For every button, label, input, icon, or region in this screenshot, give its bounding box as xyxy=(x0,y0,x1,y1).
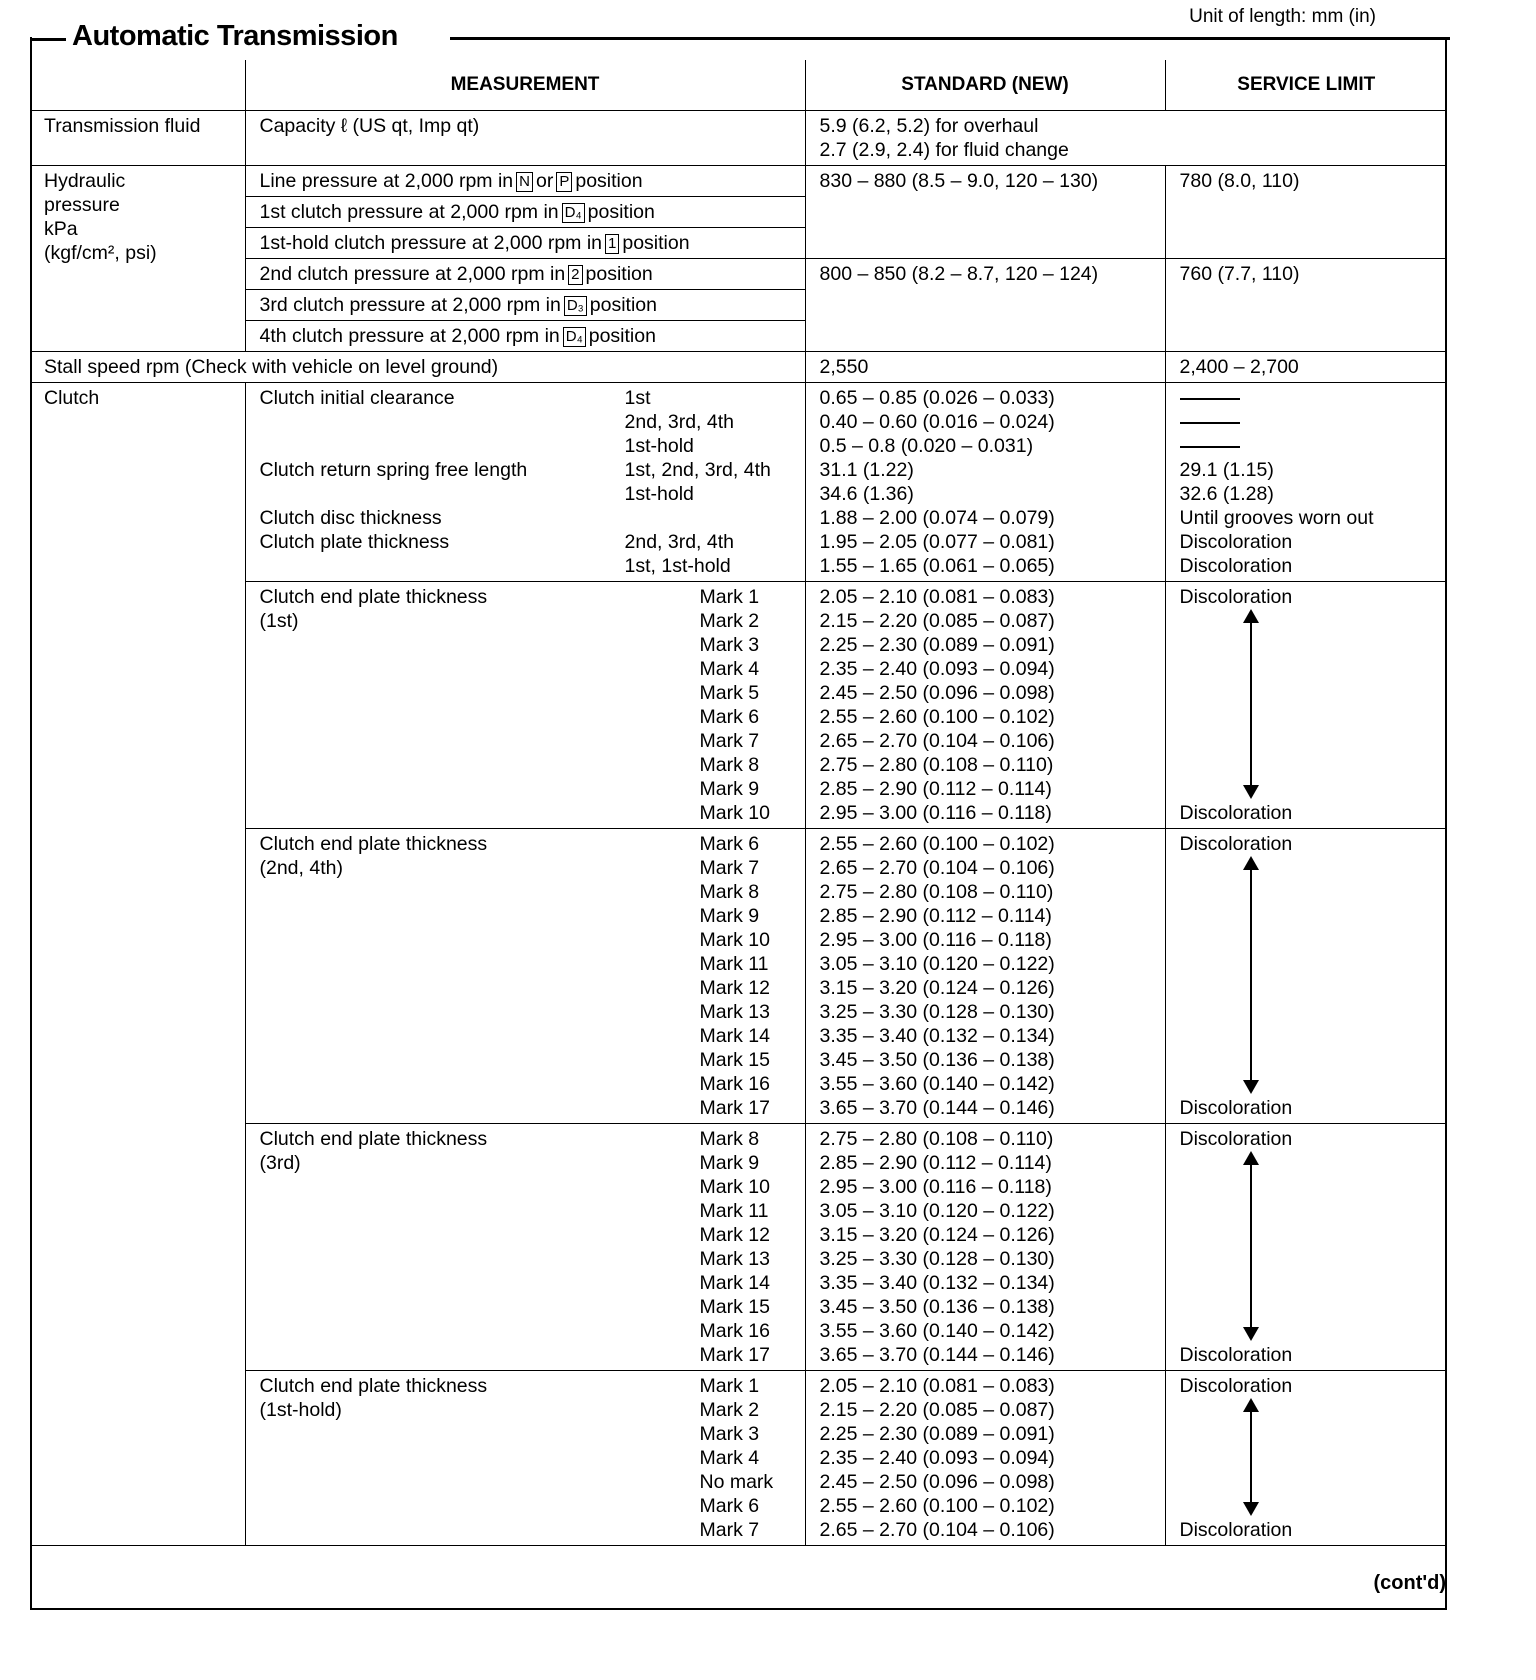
discoloration-range xyxy=(1180,1127,1434,1367)
standard-value: 3.05 – 3.10 (0.120 – 0.122) xyxy=(819,1200,1055,1222)
measurement-prefix: 1st-hold clutch pressure at 2,000 rpm in xyxy=(259,232,603,254)
measurement-text xyxy=(245,259,805,290)
standard-cell xyxy=(805,383,1165,582)
standard-value: 3.65 – 3.70 (0.144 – 0.146) xyxy=(819,1344,1055,1366)
service-limit-value: 2,400 – 2,700 xyxy=(1165,352,1447,383)
standard-cell xyxy=(805,111,1447,166)
standard-value-list xyxy=(820,1374,1151,1542)
measurement-name xyxy=(260,434,625,458)
standard-cell xyxy=(805,582,1165,829)
header-measurement: MEASUREMENT xyxy=(245,60,805,111)
end-plate-title xyxy=(260,585,700,825)
mark-label: Mark 14 xyxy=(699,1025,770,1047)
mark-label: Mark 10 xyxy=(699,929,770,951)
measurement-grid xyxy=(260,1374,791,1542)
end-plate-title xyxy=(260,1127,700,1367)
discoloration-range xyxy=(1180,832,1434,1120)
service-limit-value: Discoloration xyxy=(1179,802,1293,824)
section-title: Automatic Transmission xyxy=(72,20,406,53)
measurement-sub: 1st, 1st-hold xyxy=(624,555,731,577)
mark-label: Mark 2 xyxy=(699,610,760,632)
mark-label: Mark 17 xyxy=(699,1344,770,1366)
measurement-prefix: 3rd clutch pressure at 2,000 rpm in xyxy=(259,294,561,316)
standard-value-list xyxy=(820,114,1448,162)
measurement-prefix: 2nd clutch pressure at 2,000 rpm in xyxy=(259,263,566,285)
service-limit-cell xyxy=(1165,1124,1447,1371)
mark-label: Mark 6 xyxy=(699,1495,760,1517)
header-item xyxy=(30,60,245,111)
item-label: Transmission fluid xyxy=(30,111,245,166)
arrow-down-icon xyxy=(1243,1502,1259,1516)
standard-value: 2.55 – 2.60 (0.100 – 0.102) xyxy=(819,1495,1055,1517)
measurement-cell xyxy=(245,1371,805,1546)
measurement-name: Clutch plate thickness xyxy=(259,531,450,553)
measurement-prefix: 4th clutch pressure at 2,000 rpm in xyxy=(259,325,560,347)
standard-value: 3.45 – 3.50 (0.136 – 0.138) xyxy=(819,1049,1055,1071)
measurement-name: Clutch end plate thickness xyxy=(259,1128,488,1150)
row-hydraulic-pressure xyxy=(30,166,1447,197)
discoloration-range xyxy=(1180,585,1434,825)
standard-value: 2.85 – 2.90 (0.112 – 0.114) xyxy=(819,778,1052,800)
measurement-sub xyxy=(625,506,791,530)
unit-note: Unit of length: mm (in) xyxy=(1189,6,1376,27)
standard-value-list xyxy=(820,1127,1151,1367)
service-limit-cell xyxy=(1165,582,1447,829)
standard-value: 3.55 – 3.60 (0.140 – 0.142) xyxy=(819,1073,1055,1095)
mark-label: Mark 11 xyxy=(699,1200,769,1222)
standard-value: 2.05 – 2.10 (0.081 – 0.083) xyxy=(819,1375,1055,1397)
arrow-down-icon xyxy=(1243,1327,1259,1341)
standard-value: 5.9 (6.2, 5.2) for overhaul xyxy=(819,115,1039,137)
measurement-sub: (1st) xyxy=(259,610,299,632)
mark-label-list xyxy=(700,1127,791,1367)
mark-label: Mark 15 xyxy=(699,1049,770,1071)
measurement-sub: 2nd, 3rd, 4th xyxy=(624,531,734,553)
standard-value: 3.65 – 3.70 (0.144 – 0.146) xyxy=(819,1097,1055,1119)
standard-value: 2,550 xyxy=(805,352,1165,383)
standard-value: 2.75 – 2.80 (0.108 – 0.110) xyxy=(819,881,1054,903)
mark-label-list xyxy=(700,585,791,825)
discoloration-range xyxy=(1180,1374,1434,1542)
measurement-text xyxy=(245,166,805,197)
mark-label: Mark 3 xyxy=(699,1423,760,1445)
standard-value: 1.55 – 1.65 (0.061 – 0.065) xyxy=(819,555,1055,577)
shift-position-key: D₄ xyxy=(562,203,585,223)
mark-label: Mark 7 xyxy=(699,857,760,879)
shift-position-key: 2 xyxy=(568,265,582,285)
measurement-text xyxy=(245,197,805,228)
shift-position-key: N xyxy=(516,172,533,192)
measurement-grid xyxy=(260,1127,791,1367)
standard-value: 2.25 – 2.30 (0.089 – 0.091) xyxy=(819,634,1055,656)
mark-label: Mark 6 xyxy=(699,833,760,855)
item-label-line: (kgf/cm², psi) xyxy=(44,242,157,264)
service-limit-dash xyxy=(1180,410,1434,434)
mark-label: Mark 2 xyxy=(699,1399,760,1421)
standard-value: 2.65 – 2.70 (0.104 – 0.106) xyxy=(819,857,1055,879)
measurement-cell xyxy=(245,383,805,582)
measurement-grid xyxy=(260,386,791,578)
shift-position-key: D₄ xyxy=(563,327,586,347)
service-limit-value: Discoloration xyxy=(1179,1375,1293,1397)
measurement-prefix: Line pressure at 2,000 rpm in xyxy=(259,170,514,192)
measurement-sub: 1st-hold xyxy=(624,435,694,457)
mark-label: Mark 13 xyxy=(699,1248,770,1270)
standard-value: 2.65 – 2.70 (0.104 – 0.106) xyxy=(819,1519,1055,1541)
standard-cell xyxy=(805,829,1165,1124)
standard-value: 2.35 – 2.40 (0.093 – 0.094) xyxy=(819,1447,1055,1469)
measurement-suffix: position xyxy=(588,325,656,347)
standard-value: 2.15 – 2.20 (0.085 – 0.087) xyxy=(819,1399,1055,1421)
header-row xyxy=(30,60,1447,111)
mark-label: Mark 6 xyxy=(699,706,760,728)
mark-label: Mark 16 xyxy=(699,1073,770,1095)
standard-value: 3.45 – 3.50 (0.136 – 0.138) xyxy=(819,1296,1055,1318)
standard-value: 2.45 – 2.50 (0.096 – 0.098) xyxy=(819,1471,1055,1493)
measurement-text xyxy=(245,321,805,352)
mark-label: Mark 8 xyxy=(699,1128,760,1150)
row-clutch-general xyxy=(30,383,1447,582)
item-label-line-list xyxy=(44,169,231,265)
standard-value: 3.25 – 3.30 (0.128 – 0.130) xyxy=(819,1248,1055,1270)
mark-label: No mark xyxy=(699,1471,774,1493)
mark-label: Mark 3 xyxy=(699,634,760,656)
mark-label: Mark 10 xyxy=(699,802,770,824)
standard-cell xyxy=(805,1371,1165,1546)
standard-value: 3.35 – 3.40 (0.132 – 0.134) xyxy=(819,1025,1055,1047)
mark-label: Mark 1 xyxy=(699,1375,760,1397)
measurement-suffix: position xyxy=(587,201,655,223)
standard-value: 0.40 – 0.60 (0.016 – 0.024) xyxy=(819,411,1055,433)
measurement-grid xyxy=(260,832,791,1120)
standard-value: 2.75 – 2.80 (0.108 – 0.110) xyxy=(819,1128,1054,1150)
end-plate-title xyxy=(260,832,700,1120)
mark-label: Mark 8 xyxy=(699,881,760,903)
mark-label: Mark 8 xyxy=(699,754,760,776)
measurement-sub: (3rd) xyxy=(259,1152,301,1174)
measurement-prefix: 1st clutch pressure at 2,000 rpm in xyxy=(259,201,559,223)
arrow-down-icon xyxy=(1243,785,1259,799)
standard-value: 2.25 – 2.30 (0.089 – 0.091) xyxy=(819,1423,1055,1445)
standard-value: 830 – 880 (8.5 – 9.0, 120 – 130) xyxy=(805,166,1165,259)
mark-label: Mark 17 xyxy=(699,1097,770,1119)
item-label: Clutch xyxy=(30,383,245,1546)
measurement-name: Clutch end plate thickness xyxy=(259,833,488,855)
measurement-suffix: position xyxy=(575,170,643,192)
measurement-cell xyxy=(245,1124,805,1371)
mark-label: Mark 12 xyxy=(699,977,770,999)
measurement-sub: 1st-hold xyxy=(624,483,694,505)
standard-value: 34.6 (1.36) xyxy=(819,483,914,505)
mark-label: Mark 11 xyxy=(699,953,769,975)
mark-label: Mark 7 xyxy=(699,730,760,752)
measurement-suffix: position xyxy=(622,232,690,254)
mark-label: Mark 13 xyxy=(699,1001,770,1023)
mark-label: Mark 12 xyxy=(699,1224,770,1246)
continued-note: (cont'd) xyxy=(1373,1572,1446,1594)
item-label-line: pressure xyxy=(44,194,120,216)
shift-position-key: 1 xyxy=(605,234,619,254)
measurement-sub: (2nd, 4th) xyxy=(259,857,343,879)
measurement-sub: 2nd, 3rd, 4th xyxy=(624,411,734,433)
row-stall-speed xyxy=(30,352,1447,383)
service-limit-value: Discoloration xyxy=(1179,555,1293,577)
standard-value: 3.05 – 3.10 (0.120 – 0.122) xyxy=(819,953,1055,975)
standard-value-list xyxy=(820,585,1151,825)
standard-value: 0.5 – 0.8 (0.020 – 0.031) xyxy=(819,435,1034,457)
dash-line xyxy=(1180,422,1240,424)
standard-value: 2.95 – 3.00 (0.116 – 0.118) xyxy=(819,802,1052,824)
measurement-cell xyxy=(245,582,805,829)
service-limit-value: 32.6 (1.28) xyxy=(1179,483,1274,505)
standard-value: 2.85 – 2.90 (0.112 – 0.114) xyxy=(819,905,1052,927)
standard-value: 3.25 – 3.30 (0.128 – 0.130) xyxy=(819,1001,1055,1023)
service-limit-value: Until grooves worn out xyxy=(1179,507,1374,529)
item-label-line: kPa xyxy=(44,218,78,240)
measurement-text: Stall speed rpm (Check with vehicle on level ground) xyxy=(30,352,805,383)
shift-position-key: D₃ xyxy=(564,296,587,316)
standard-value: 2.85 – 2.90 (0.112 – 0.114) xyxy=(819,1152,1052,1174)
standard-value: 3.55 – 3.60 (0.140 – 0.142) xyxy=(819,1320,1055,1342)
row-transmission-fluid xyxy=(30,111,1447,166)
measurement-name xyxy=(260,410,625,434)
standard-value: 31.1 (1.22) xyxy=(819,459,914,481)
service-limit-dash xyxy=(1180,434,1434,458)
arrow-shaft xyxy=(1250,621,1252,787)
measurement-sub: 1st xyxy=(624,387,651,409)
service-limit-value: Discoloration xyxy=(1179,833,1293,855)
spec-table xyxy=(30,60,1447,1546)
service-limit-value: Discoloration xyxy=(1179,1128,1293,1150)
arrow-shaft xyxy=(1250,868,1252,1082)
mark-label: Mark 4 xyxy=(699,1447,760,1469)
item-label xyxy=(30,166,245,352)
mark-label: Mark 10 xyxy=(699,1176,770,1198)
measurement-text: Capacity ℓ (US qt, Imp qt) xyxy=(245,111,805,166)
arrow-shaft xyxy=(1250,1163,1252,1329)
measurement-name: Clutch end plate thickness xyxy=(259,1375,488,1397)
standard-value: 2.95 – 3.00 (0.116 – 0.118) xyxy=(819,1176,1052,1198)
dash-line xyxy=(1180,398,1240,400)
mark-label: Mark 1 xyxy=(699,586,760,608)
measurement-name: Clutch return spring free length xyxy=(259,459,528,481)
standard-value: 2.55 – 2.60 (0.100 – 0.102) xyxy=(819,706,1055,728)
standard-value: 2.15 – 2.20 (0.085 – 0.087) xyxy=(819,610,1055,632)
service-limit-cell xyxy=(1165,829,1447,1124)
standard-value: 2.35 – 2.40 (0.093 – 0.094) xyxy=(819,658,1055,680)
mark-label-list xyxy=(700,832,791,1120)
standard-value: 2.45 – 2.50 (0.096 – 0.098) xyxy=(819,682,1055,704)
measurement-grid xyxy=(260,585,791,825)
mark-label: Mark 9 xyxy=(699,1152,760,1174)
standard-value: 2.65 – 2.70 (0.104 – 0.106) xyxy=(819,730,1055,752)
standard-value: 3.15 – 3.20 (0.124 – 0.126) xyxy=(819,977,1055,999)
service-limit-value: 760 (7.7, 110) xyxy=(1165,259,1447,352)
measurement-name: Clutch initial clearance xyxy=(259,387,455,409)
measurement-name: Clutch disc thickness xyxy=(259,507,442,529)
standard-value: 3.15 – 3.20 (0.124 – 0.126) xyxy=(819,1224,1055,1246)
standard-value: 3.35 – 3.40 (0.132 – 0.134) xyxy=(819,1272,1055,1294)
measurement-text xyxy=(245,228,805,259)
standard-value-list xyxy=(820,832,1151,1120)
measurement-text xyxy=(245,290,805,321)
end-plate-title xyxy=(260,1374,700,1542)
mark-label-list xyxy=(700,1374,791,1542)
mark-label: Mark 14 xyxy=(699,1272,770,1294)
mark-label: Mark 4 xyxy=(699,658,760,680)
measurement-sub: 1st, 2nd, 3rd, 4th xyxy=(624,459,771,481)
arrow-down-icon xyxy=(1243,1080,1259,1094)
service-limit-value: Discoloration xyxy=(1179,531,1293,553)
service-limit-value: Discoloration xyxy=(1179,1519,1293,1541)
mark-label: Mark 9 xyxy=(699,778,760,800)
header-service-limit: SERVICE LIMIT xyxy=(1165,60,1447,111)
measurement-suffix: position xyxy=(589,294,657,316)
measurement-name: Clutch end plate thickness xyxy=(259,586,488,608)
standard-value: 1.88 – 2.00 (0.074 – 0.079) xyxy=(819,507,1055,529)
arrow-shaft xyxy=(1250,1410,1252,1504)
standard-value: 2.55 – 2.60 (0.100 – 0.102) xyxy=(819,833,1055,855)
standard-value: 0.65 – 0.85 (0.026 – 0.033) xyxy=(819,387,1055,409)
standard-value: 1.95 – 2.05 (0.077 – 0.081) xyxy=(819,531,1055,553)
service-limit-list xyxy=(1180,386,1434,578)
measurement-cell xyxy=(245,829,805,1124)
measurement-name xyxy=(260,482,625,506)
service-limit-value: Discoloration xyxy=(1179,1344,1293,1366)
standard-value: 800 – 850 (8.2 – 8.7, 120 – 124) xyxy=(805,259,1165,352)
dash-line xyxy=(1180,446,1240,448)
standard-value: 2.7 (2.9, 2.4) for fluid change xyxy=(819,139,1069,161)
item-label-line: Hydraulic xyxy=(44,170,126,192)
standard-value: 2.75 – 2.80 (0.108 – 0.110) xyxy=(819,754,1054,776)
measurement-conjunction: or xyxy=(536,170,554,192)
service-limit-cell xyxy=(1165,383,1447,582)
standard-value-list xyxy=(820,386,1151,578)
shift-position-key: P xyxy=(556,172,572,192)
measurement-name xyxy=(260,554,625,578)
service-limit-value: 29.1 (1.15) xyxy=(1179,459,1274,481)
mark-label: Mark 5 xyxy=(699,682,760,704)
standard-cell xyxy=(805,1124,1165,1371)
mark-label: Mark 7 xyxy=(699,1519,760,1541)
mark-label: Mark 9 xyxy=(699,905,760,927)
measurement-sub: (1st-hold) xyxy=(259,1399,342,1421)
standard-value: 2.05 – 2.10 (0.081 – 0.083) xyxy=(819,586,1055,608)
service-limit-cell xyxy=(1165,1371,1447,1546)
service-limit-dash xyxy=(1180,386,1434,410)
mark-label: Mark 15 xyxy=(699,1296,770,1318)
standard-value: 2.95 – 3.00 (0.116 – 0.118) xyxy=(819,929,1052,951)
measurement-suffix: position xyxy=(585,263,653,285)
header-standard: STANDARD (NEW) xyxy=(805,60,1165,111)
service-limit-value: 780 (8.0, 110) xyxy=(1165,166,1447,259)
service-limit-value: Discoloration xyxy=(1179,586,1293,608)
mark-label: Mark 16 xyxy=(699,1320,770,1342)
service-limit-value: Discoloration xyxy=(1179,1097,1293,1119)
